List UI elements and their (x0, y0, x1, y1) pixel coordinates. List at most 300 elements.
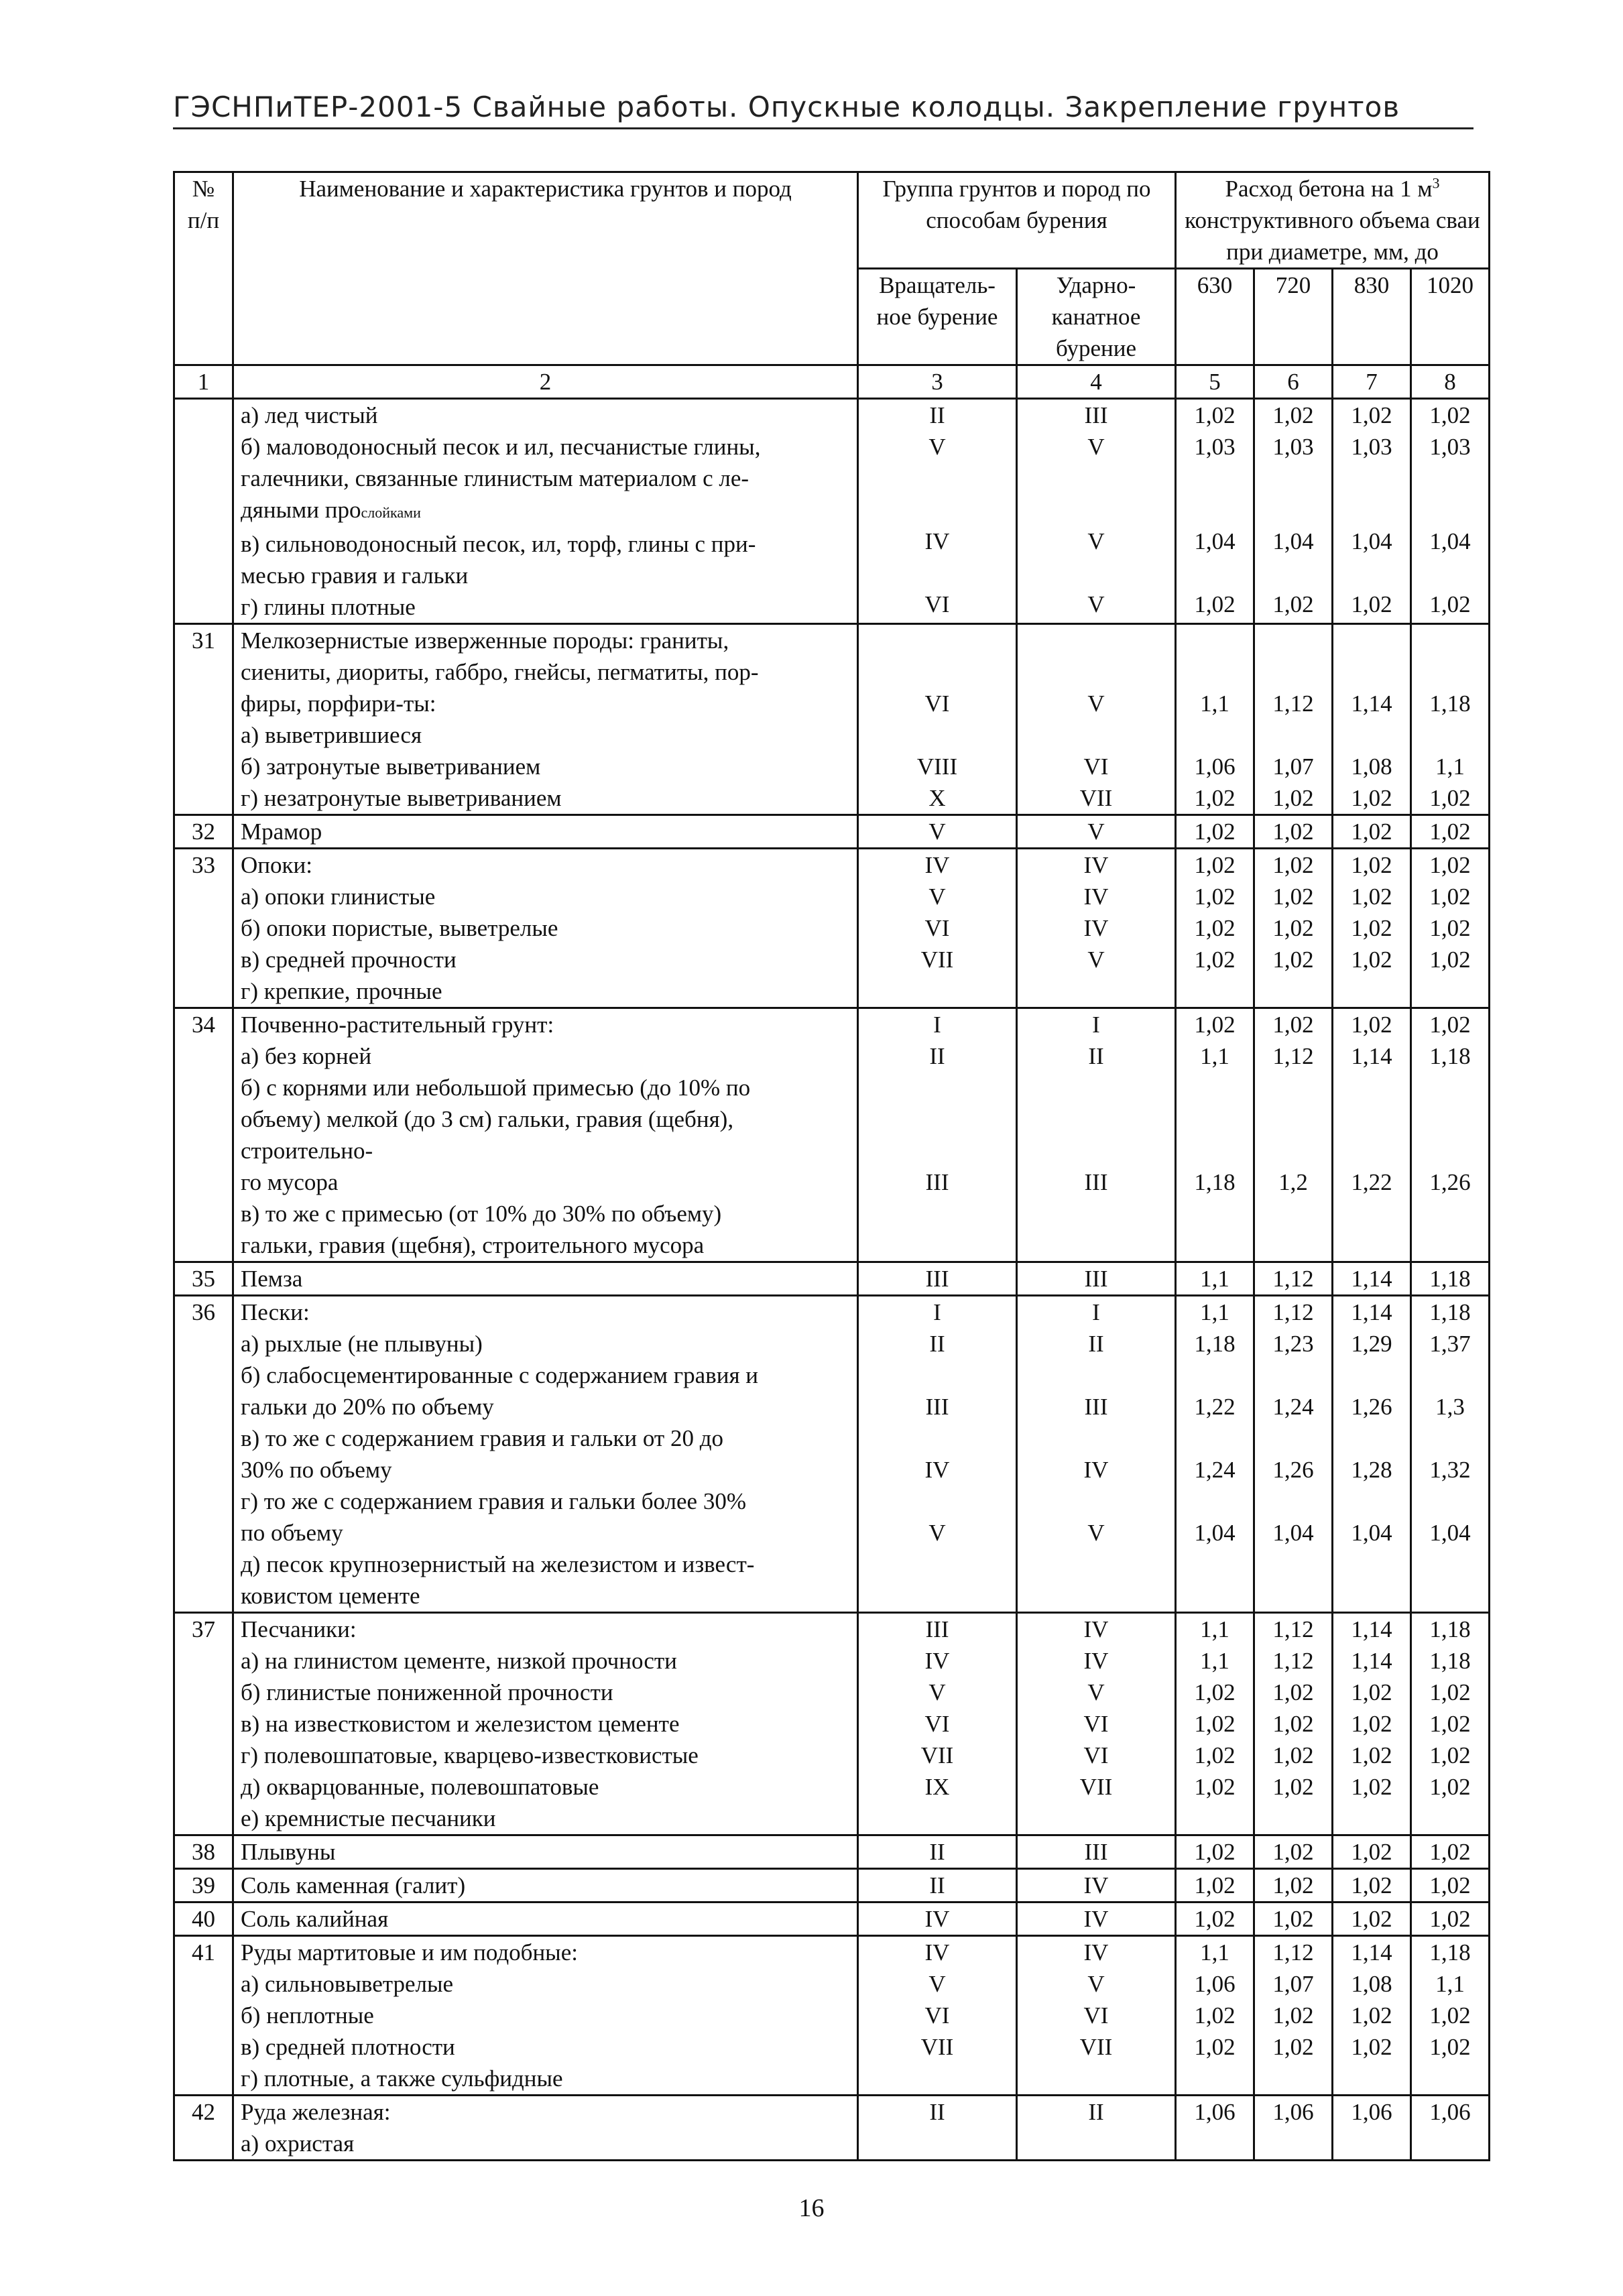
value-text: 1,02 (1194, 1774, 1236, 1800)
d1020-value-cell (1411, 1008, 1490, 1262)
colnum-cell: 6 (1254, 365, 1333, 399)
value-text: 1,04 (1194, 528, 1236, 554)
value-text: V (928, 1971, 946, 1997)
value-text: VI (1083, 1711, 1109, 1737)
soil-name-text: б) с корнями или небольшой примесью (до 10% по (241, 1075, 751, 1101)
soil-name-line (241, 1166, 850, 1198)
soil-name-subscript: слойками (361, 504, 421, 521)
d830-value-cell (1333, 815, 1411, 849)
percussion-group-cell (1017, 815, 1176, 849)
value-text: 1,24 (1194, 1457, 1236, 1483)
d1020-value-cell (1411, 1936, 1490, 2096)
soil-name-text: Плывуны (241, 1839, 336, 1865)
value-text: IV (1083, 1906, 1109, 1932)
value-spacer (1258, 1486, 1329, 1517)
table-row (174, 1869, 1490, 1902)
value-text: 1,08 (1351, 753, 1392, 780)
soil-name-cell (233, 1835, 858, 1869)
soil-name-text: а) лед чистый (241, 402, 378, 428)
row-number: 38 (174, 1835, 233, 1869)
value-text: IX (924, 1774, 950, 1800)
value-spacer (1179, 1549, 1250, 1580)
value-text: 1,1 (1435, 1971, 1465, 1997)
value-text: 1,02 (1194, 2002, 1236, 2029)
soil-name-line (241, 1517, 850, 1549)
soil-name-text: г) незатронутые выветриванием (241, 785, 562, 811)
header-num: № п/п (174, 172, 233, 365)
value-spacer (1024, 557, 1168, 589)
d830-value-cell (1333, 849, 1411, 1008)
value-text: 1,02 (1272, 1679, 1314, 1705)
value-text: 1,26 (1351, 1394, 1392, 1420)
soil-name-text: г) полевошпатовые, кварцево-известковистые (241, 1742, 699, 1768)
value-text: V (928, 884, 946, 910)
soil-name-line (241, 881, 850, 912)
value-text: 1,02 (1194, 1742, 1236, 1768)
soil-name-line (241, 1771, 850, 1803)
d630-value-cell (1176, 399, 1254, 624)
header-concrete (1176, 172, 1490, 269)
value-text: 1,1 (1435, 753, 1465, 780)
value-text: V (928, 434, 946, 460)
soil-name-line (241, 782, 850, 814)
value-spacer (1415, 463, 1486, 494)
value-text: III (1084, 1394, 1108, 1420)
value-text: 1,02 (1351, 915, 1392, 941)
value-text: 1,02 (1194, 591, 1236, 617)
soil-name-text: б) опоки пористые, выветрелые (241, 915, 558, 941)
value-text: 1,14 (1351, 1648, 1392, 1674)
value-text: III (1084, 1169, 1108, 1195)
value-text: 1,12 (1272, 1266, 1314, 1292)
value-text: V (1087, 947, 1105, 973)
value-text: 1,02 (1194, 402, 1236, 428)
value-text: 1,02 (1194, 915, 1236, 941)
soil-name-line (241, 1937, 850, 1968)
soil-name-text: б) слабосцементированные с содержанием гравия и (241, 1362, 759, 1388)
soil-name-line (241, 400, 850, 431)
value-text: VI (1083, 2002, 1109, 2029)
d720-value-cell (1254, 1869, 1333, 1902)
value-text: VII (1079, 785, 1113, 811)
value-text: VII (920, 2034, 954, 2060)
value-spacer (1179, 1423, 1250, 1454)
d830-value-cell (1333, 2096, 1411, 2161)
value-spacer (865, 1135, 1009, 1166)
d830-value-cell (1333, 1936, 1411, 2096)
value-spacer (1258, 1198, 1329, 1229)
value-spacer (1258, 1135, 1329, 1166)
value-text: 1,18 (1429, 1266, 1471, 1292)
soil-name-line (241, 944, 850, 975)
value-text: 1,14 (1351, 690, 1392, 717)
row-number: 42 (174, 2096, 233, 2161)
soil-name-line (241, 1360, 850, 1391)
value-text: V (1087, 819, 1105, 845)
percussion-group-cell (1017, 1835, 1176, 1869)
soil-name-text: Опоки: (241, 852, 312, 878)
value-text: 1,14 (1351, 1043, 1392, 1069)
value-spacer (1024, 1423, 1168, 1454)
value-text: 1,02 (1351, 1774, 1392, 1800)
value-text: 1,02 (1429, 1906, 1471, 1932)
soil-name-text: дяными про (241, 497, 361, 523)
value-text: 1,02 (1194, 2034, 1236, 2060)
value-spacer (1179, 1072, 1250, 1103)
value-spacer (865, 656, 1009, 688)
value-spacer (1415, 1198, 1486, 1229)
value-spacer (1415, 1549, 1486, 1580)
d630-value-cell (1176, 1936, 1254, 2096)
d630-value-cell (1176, 815, 1254, 849)
value-spacer (1258, 463, 1329, 494)
value-spacer (1024, 494, 1168, 526)
value-text: IV (1083, 1648, 1109, 1674)
soil-name-text: сиениты, диориты, габбро, гнейсы, пегматиты, пор- (241, 659, 759, 685)
d720-value-cell (1254, 1936, 1333, 2096)
soil-name-cell (233, 1869, 858, 1902)
d830-value-cell (1333, 399, 1411, 624)
value-text: 1,23 (1272, 1331, 1314, 1357)
row-number: 36 (174, 1296, 233, 1613)
value-text: 1,3 (1435, 1394, 1465, 1420)
value-text: 1,18 (1429, 1648, 1471, 1674)
value-text: 1,04 (1351, 1520, 1392, 1546)
value-text: II (929, 1331, 945, 1357)
value-spacer (865, 463, 1009, 494)
value-spacer (1179, 494, 1250, 526)
percussion-group-cell (1017, 624, 1176, 815)
value-spacer (1258, 1360, 1329, 1391)
soil-name-text: ковистом цементе (241, 1583, 420, 1609)
value-text: 1,12 (1272, 1043, 1314, 1069)
header-concrete-text: Расход бетона на 1 м (1225, 176, 1433, 202)
value-spacer (1024, 1198, 1168, 1229)
value-spacer (1336, 1135, 1407, 1166)
value-text: VI (924, 2002, 950, 2029)
value-spacer (1415, 1360, 1486, 1391)
soil-name-line (241, 1968, 850, 2000)
value-text: 1,18 (1429, 1939, 1471, 1966)
value-text: 1,03 (1351, 434, 1392, 460)
value-text: 1,28 (1351, 1457, 1392, 1483)
value-text: IV (1083, 1616, 1109, 1642)
soil-name-text: Соль каменная (галит) (241, 1872, 466, 1898)
value-text: 1,22 (1351, 1169, 1392, 1195)
value-spacer (1336, 1198, 1407, 1229)
value-spacer (1336, 1072, 1407, 1103)
value-text: V (928, 1520, 946, 1546)
soil-name-text: по объему (241, 1520, 343, 1546)
value-spacer (1258, 494, 1329, 526)
d630-value-cell (1176, 1869, 1254, 1902)
d1020-value-cell (1411, 624, 1490, 815)
value-text: 1,04 (1272, 1520, 1314, 1546)
d830-value-cell (1333, 1902, 1411, 1936)
value-text: II (929, 1839, 945, 1865)
value-spacer (1415, 719, 1486, 751)
d1020-value-cell (1411, 1835, 1490, 1869)
rotary-group-cell (858, 1008, 1017, 1262)
soil-name-text: 30% по объему (241, 1457, 392, 1483)
d720-value-cell (1254, 849, 1333, 1008)
table-row (174, 1902, 1490, 1936)
soil-name-line (241, 1454, 850, 1486)
value-spacer (1179, 1486, 1250, 1517)
value-text: 1,02 (1429, 591, 1471, 617)
soil-name-text: галечники, связанные глинистым материалом с ле- (241, 465, 749, 491)
value-text: IV (924, 528, 950, 554)
value-spacer (1024, 1486, 1168, 1517)
soil-name-line (241, 1803, 850, 1834)
value-text: 1,02 (1194, 1679, 1236, 1705)
value-text: II (929, 402, 945, 428)
value-spacer (1179, 719, 1250, 751)
value-text: 1,07 (1272, 753, 1314, 780)
soil-name-text: в) на известковистом и железистом цементе (241, 1711, 680, 1737)
header-concrete-tail: конструктивного объема сваи при диаметре, мм, до (1185, 207, 1480, 265)
value-text: X (928, 785, 946, 811)
colnum-cell: 1 (174, 365, 233, 399)
value-text: 1,02 (1351, 1872, 1392, 1898)
soil-name-line (241, 560, 850, 591)
value-text: 1,1 (1200, 1616, 1229, 1642)
d1020-value-cell (1411, 1902, 1490, 1936)
soil-name-line (241, 1328, 850, 1360)
value-text: II (1088, 1043, 1104, 1069)
row-number: 39 (174, 1869, 233, 1902)
value-spacer (1179, 1103, 1250, 1135)
value-text: V (1087, 1679, 1105, 1705)
value-text: 1,06 (1272, 2099, 1314, 2125)
value-spacer (1024, 1135, 1168, 1166)
row-number: 40 (174, 1902, 233, 1936)
percussion-group-cell (1017, 1869, 1176, 1902)
soil-name-text: а) рыхлые (не плывуны) (241, 1331, 483, 1357)
value-text: IV (1083, 915, 1109, 941)
header-group: Группа грунтов и пород по способам бурения (858, 172, 1176, 269)
value-text: 1,02 (1272, 1012, 1314, 1038)
d1020-value-cell (1411, 849, 1490, 1008)
value-text: 1,02 (1351, 402, 1392, 428)
d630-value-cell (1176, 624, 1254, 815)
value-text: 1,12 (1272, 1299, 1314, 1325)
value-text: V (928, 1679, 946, 1705)
value-text: IV (924, 1939, 950, 1966)
percussion-group-cell (1017, 1008, 1176, 1262)
value-text: 1,02 (1429, 852, 1471, 878)
soil-name-text: а) выветрившиеся (241, 722, 422, 748)
value-text: 1,06 (1194, 2099, 1236, 2125)
value-text: 1,18 (1429, 1299, 1471, 1325)
value-text: 1,1 (1200, 1266, 1229, 1292)
percussion-group-cell (1017, 849, 1176, 1008)
soil-name-line (241, 719, 850, 751)
value-spacer (1336, 719, 1407, 751)
value-text: II (929, 1872, 945, 1898)
soil-name-cell (233, 399, 858, 624)
soil-name-line (241, 1677, 850, 1708)
soil-name-text: в) то же с содержанием гравия и гальки от 20 до (241, 1425, 724, 1451)
value-text: IV (1083, 1939, 1109, 1966)
value-text: 1,06 (1429, 2099, 1471, 2125)
value-text: 1,02 (1272, 2002, 1314, 2029)
soil-name-text: Руды мартитовые и им подобные: (241, 1939, 578, 1966)
soil-name-cell (233, 1613, 858, 1835)
value-text: 1,02 (1194, 1839, 1236, 1865)
soil-name-text: г) плотные, а также сульфидные (241, 2065, 563, 2092)
row-number: 32 (174, 815, 233, 849)
value-text: III (925, 1394, 949, 1420)
value-text: 1,02 (1351, 1906, 1392, 1932)
soil-name-text: Почвенно-растительный грунт: (241, 1012, 554, 1038)
d720-value-cell (1254, 1262, 1333, 1296)
rotary-group-cell (858, 1869, 1017, 1902)
value-spacer (865, 1360, 1009, 1391)
value-text: 1,18 (1429, 690, 1471, 717)
value-text: 1,02 (1194, 819, 1236, 845)
value-text: 1,03 (1272, 434, 1314, 460)
value-text: VI (924, 915, 950, 941)
soil-name-text: а) без корней (241, 1043, 372, 1069)
value-text: 1,02 (1272, 1839, 1314, 1865)
header-percussion: Ударно-канатное бурение (1017, 269, 1176, 365)
value-text: 1,02 (1272, 1872, 1314, 1898)
row-number: 31 (174, 624, 233, 815)
soil-name-line (241, 1296, 850, 1328)
soil-name-line (241, 1391, 850, 1423)
d720-value-cell (1254, 624, 1333, 815)
value-text: 1,1 (1200, 1299, 1229, 1325)
percussion-group-cell (1017, 1902, 1176, 1936)
rotary-group-cell (858, 2096, 1017, 2161)
value-spacer (1179, 1135, 1250, 1166)
table-row (174, 1835, 1490, 1869)
value-text: V (1087, 434, 1105, 460)
value-text: 1,37 (1429, 1331, 1471, 1357)
soil-name-cell (233, 1296, 858, 1613)
value-text: III (925, 1616, 949, 1642)
value-text: 1,02 (1429, 1679, 1471, 1705)
value-text: 1,18 (1194, 1169, 1236, 1195)
rotary-group-cell (858, 624, 1017, 815)
value-text: 1,02 (1194, 785, 1236, 811)
percussion-group-cell (1017, 1296, 1176, 1613)
value-text: 1,02 (1351, 591, 1392, 617)
soil-name-line (241, 1423, 850, 1454)
d720-value-cell (1254, 2096, 1333, 2161)
value-text: IV (924, 852, 950, 878)
value-text: 1,06 (1194, 1971, 1236, 1997)
value-text: VI (1083, 753, 1109, 780)
value-text: 1,14 (1351, 1939, 1392, 1966)
d720-value-cell (1254, 399, 1333, 624)
soil-name-line (241, 2128, 850, 2159)
value-text: VII (920, 1742, 954, 1768)
soil-name-text: го мусора (241, 1169, 339, 1195)
soil-name-text: Пемза (241, 1266, 303, 1292)
table-row (174, 1936, 1490, 2096)
value-text: 1,1 (1200, 1648, 1229, 1674)
value-text: 1,02 (1194, 1711, 1236, 1737)
value-text: 1,29 (1351, 1331, 1392, 1357)
value-spacer (1024, 1360, 1168, 1391)
value-spacer (1415, 1486, 1486, 1517)
value-spacer (1258, 1072, 1329, 1103)
value-spacer (1415, 1423, 1486, 1454)
value-text: 1,02 (1351, 2034, 1392, 2060)
d1020-value-cell (1411, 1613, 1490, 1835)
soil-name-cell (233, 1008, 858, 1262)
value-spacer (1258, 1549, 1329, 1580)
d720-value-cell (1254, 1835, 1333, 1869)
value-text: 1,02 (1272, 819, 1314, 845)
row-number: 33 (174, 849, 233, 1008)
rotary-group-cell (858, 815, 1017, 849)
soil-name-line (241, 1486, 850, 1517)
value-text: 1,22 (1194, 1394, 1236, 1420)
d830-value-cell (1333, 1008, 1411, 1262)
value-text: 1,1 (1200, 1043, 1229, 1069)
soil-name-line (241, 463, 850, 494)
header-rotary: Вращатель-ное бурение (858, 269, 1017, 365)
soil-name-cell (233, 849, 858, 1008)
value-spacer (1024, 1549, 1168, 1580)
value-spacer (1336, 1103, 1407, 1135)
soil-name-line (241, 2096, 850, 2128)
percussion-group-cell (1017, 1613, 1176, 1835)
value-text: 1,18 (1429, 1616, 1471, 1642)
value-text: 1,2 (1278, 1169, 1308, 1195)
value-spacer (865, 1198, 1009, 1229)
value-spacer (865, 1103, 1009, 1135)
rotary-group-cell (858, 1936, 1017, 2096)
value-text: 1,02 (1429, 2002, 1471, 2029)
value-text: 1,02 (1272, 852, 1314, 878)
soil-name-line (241, 751, 850, 782)
d1020-value-cell (1411, 1296, 1490, 1613)
d630-value-cell (1176, 1262, 1254, 1296)
table-row (174, 1262, 1490, 1296)
d1020-value-cell (1411, 1869, 1490, 1902)
value-text: 1,02 (1351, 947, 1392, 973)
value-text: 1,1 (1200, 1939, 1229, 1966)
table-row (174, 1613, 1490, 1835)
soil-name-line (241, 1009, 850, 1040)
value-text: 1,02 (1194, 1872, 1236, 1898)
soil-name-text: в) сильноводоносный песок, ил, торф, глины с при- (241, 531, 756, 557)
soil-name-line (241, 1870, 850, 1901)
soil-name-text: б) затронутые выветриванием (241, 753, 541, 780)
value-text: 1,24 (1272, 1394, 1314, 1420)
value-text: 1,02 (1272, 884, 1314, 910)
d630-value-cell (1176, 2096, 1254, 2161)
soil-name-text: а) опоки глинистые (241, 884, 436, 910)
rotary-group-cell (858, 1902, 1017, 1936)
value-text: 1,14 (1351, 1616, 1392, 1642)
value-spacer (1415, 557, 1486, 589)
value-spacer (865, 1072, 1009, 1103)
value-text: IV (1083, 884, 1109, 910)
row-number: 35 (174, 1262, 233, 1296)
value-text: III (925, 1266, 949, 1292)
value-spacer (1336, 463, 1407, 494)
colnum-cell: 4 (1017, 365, 1176, 399)
value-spacer (865, 1549, 1009, 1580)
soil-name-text: г) то же с содержанием гравия и гальки более 30% (241, 1488, 746, 1514)
soil-name-line (241, 1836, 850, 1868)
table-row (174, 624, 1490, 815)
